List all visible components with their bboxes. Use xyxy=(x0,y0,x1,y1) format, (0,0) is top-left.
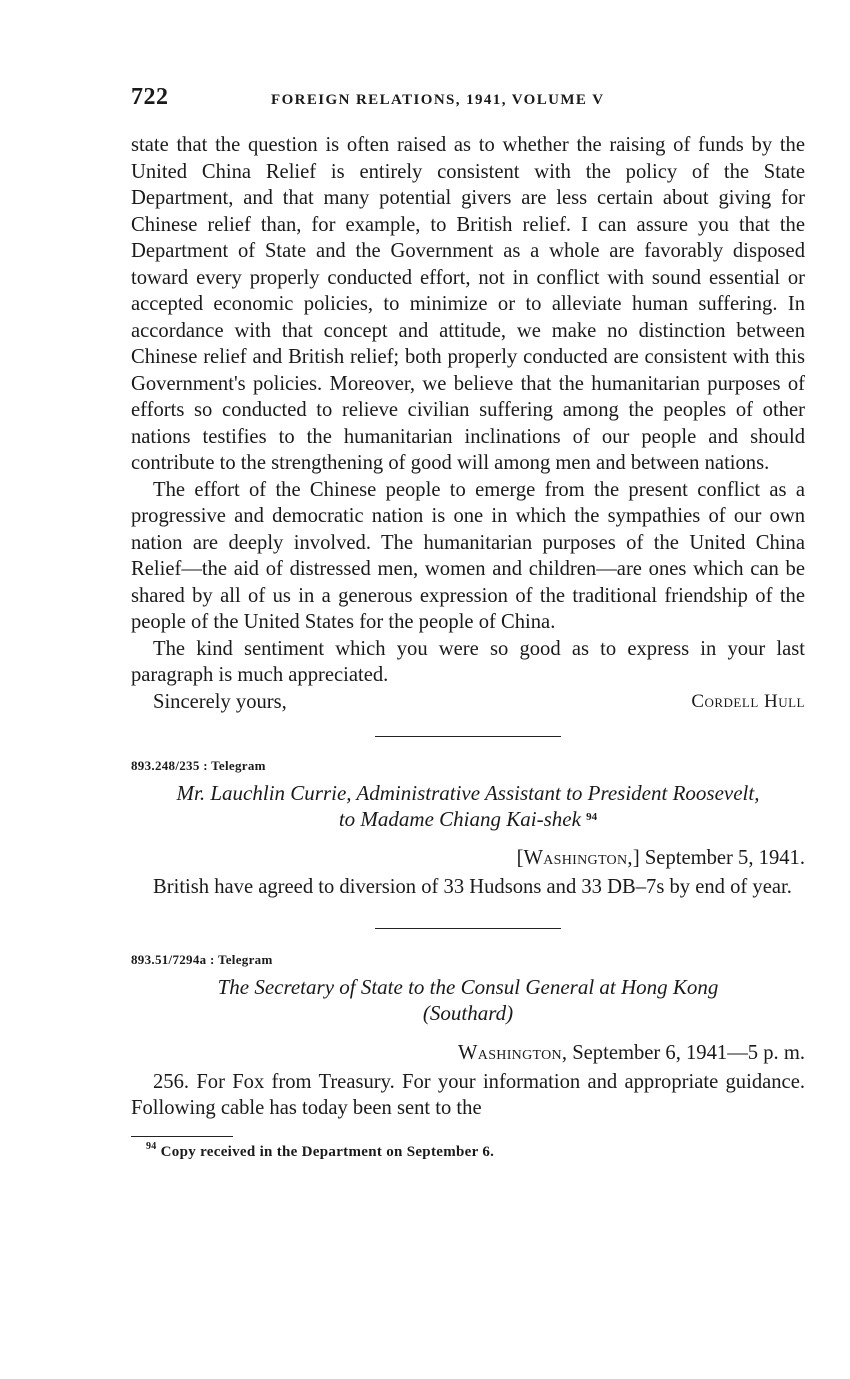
telegram-text: British have agreed to diversion of 33 Hudsons and 33 DB–7s by end of year. xyxy=(153,875,792,898)
footnote-rule xyxy=(131,1136,233,1137)
document-heading xyxy=(131,974,805,1026)
heading-line xyxy=(131,806,805,832)
footnote xyxy=(131,1140,805,1161)
page-number: 722 xyxy=(131,84,169,110)
page-header xyxy=(131,84,805,118)
section-divider xyxy=(375,928,561,929)
section-divider xyxy=(375,736,561,737)
heading-line: (Southard) xyxy=(422,1001,514,1025)
document-heading xyxy=(131,780,805,832)
heading-line: Mr. Lauchlin Currie, Administrative Assistant to President Roosevelt, xyxy=(176,781,760,805)
dateline: [Washington,] September 5, 1941. xyxy=(516,847,805,869)
letter-paragraph-1: state that the question is often raised as to whether the raising of funds by the United China Relief is entirely consistent with the policy of the State Department, and that many potential givers are less certain about giving for Chinese relief than, for example, to British relief. I can assure you that the Department of State and the Government as a whole are favorably disposed toward every properly conducted effort, not in conflict with sound essential or accepted economic policies, to minimize or to alleviate human suffering. In accordance with that concept and attitude, we make no distinction between Chinese relief and British relief; both properly conducted are consistent with this Government's policies. Moreover, we believe that the humanitarian purposes of efforts so conducted to relieve civilian suffering among the peoples of other nations testifies to the humanitarian inclinations of our people and should contribute to the strengthening of good will among men and between nations. xyxy=(131,134,805,474)
telegram-text: 256. For Fox from Treasury. For your information and appropriate guidance. Following cable has today been sent to the xyxy=(131,1070,805,1119)
dateline-date: , September 6, 1941—5 p. m. xyxy=(561,1042,805,1064)
heading-line: The Secretary of State to the Consul General at Hong Kong xyxy=(217,975,719,999)
footnote-number: 94 xyxy=(146,1140,157,1152)
dateline-place: Washington xyxy=(458,1042,562,1064)
dateline xyxy=(131,1040,805,1067)
letter-closing xyxy=(131,689,805,716)
dateline-date: September 5, 1941. xyxy=(644,847,805,869)
file-number: 893.248/235 : Telegram xyxy=(131,758,266,773)
page xyxy=(131,84,805,1161)
signature: Cordell Hull xyxy=(691,690,805,712)
footnote-text: Copy received in the Department on September 6. xyxy=(160,1143,495,1160)
running-head: FOREIGN RELATIONS, 1941, VOLUME V xyxy=(271,92,605,108)
footnote-reference: 94 xyxy=(586,811,598,823)
dateline-place: Washington, xyxy=(523,847,633,869)
file-number: 893.51/7294a : Telegram xyxy=(131,952,273,967)
letter-paragraph-3: The kind sentiment which you were so good as to express in your last paragraph is much appreciated. xyxy=(131,637,805,686)
complimentary-close: Sincerely yours, xyxy=(153,690,287,713)
letter-paragraph-2: The effort of the Chinese people to emerge from the present conflict as a progressive and democratic nation is one in which the sympathies of our own nation are deeply involved. The humanitarian purposes of the United China Relief—the aid of distressed men, women and children—are ones which can be shared by all of us in a generous expression of the traditional friendship of the people of the United States for the people of China. xyxy=(131,478,805,633)
heading-text: to Madame Chiang Kai-shek xyxy=(338,807,581,831)
